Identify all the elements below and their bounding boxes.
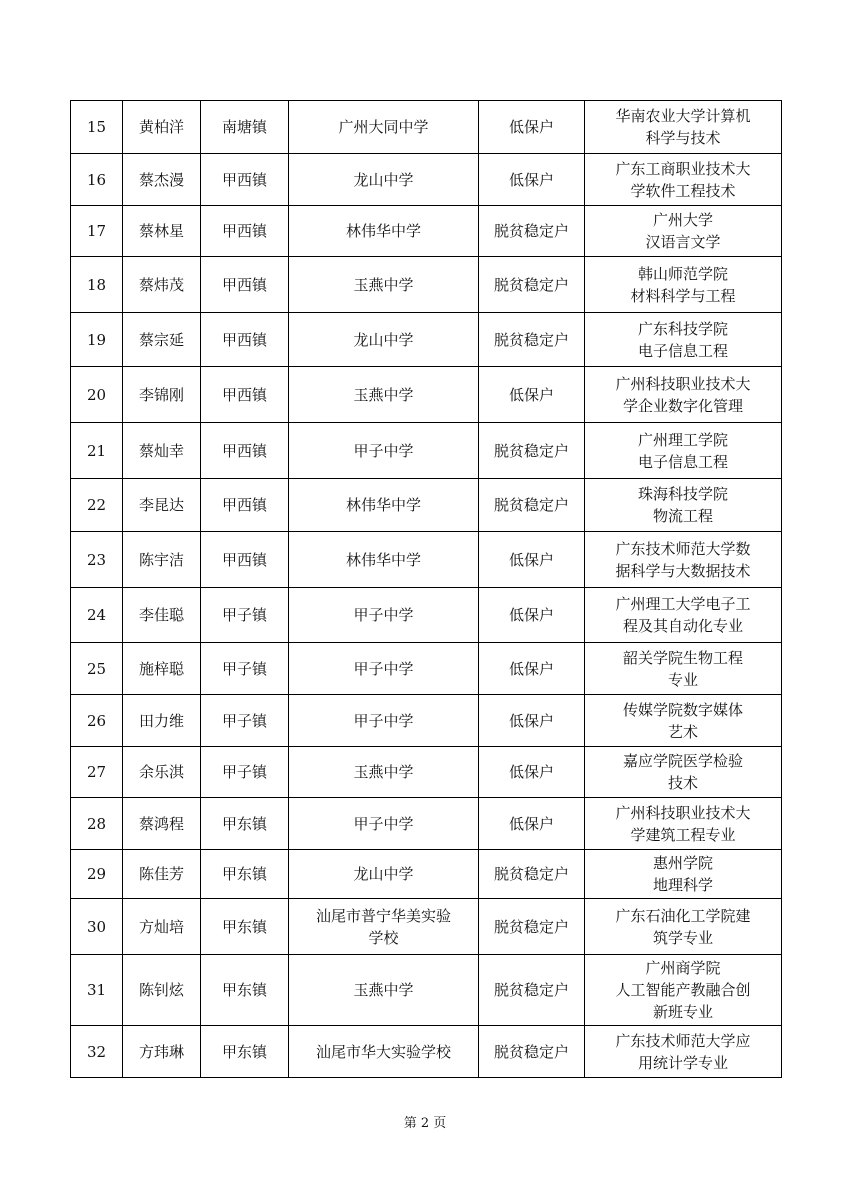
school-cell bbox=[289, 101, 479, 154]
row-number-cell: 20 bbox=[71, 367, 123, 423]
table-row bbox=[71, 747, 782, 798]
row-number-cell: 24 bbox=[71, 588, 123, 643]
student-name-cell: 方灿培 bbox=[123, 899, 201, 955]
town-cell: 甲东镇 bbox=[201, 850, 289, 899]
admission-line: 专业 bbox=[667, 670, 698, 689]
table-row bbox=[71, 955, 782, 1026]
school-cell bbox=[289, 423, 479, 479]
town-cell: 甲东镇 bbox=[201, 1026, 289, 1078]
admission-line: 学建筑工程专业 bbox=[630, 825, 736, 844]
admission-cell bbox=[585, 154, 782, 206]
admission-line: 用统计学专业 bbox=[637, 1053, 728, 1072]
table-row bbox=[71, 367, 782, 423]
household-status-cell: 低保户 bbox=[479, 643, 585, 695]
table-row bbox=[71, 154, 782, 206]
school-cell bbox=[289, 367, 479, 423]
student-name-cell: 蔡灿幸 bbox=[123, 423, 201, 479]
admission-line: 广州大学 bbox=[652, 211, 713, 229]
admission-line: 韩山师范学院 bbox=[637, 264, 728, 283]
admission-line: 广东石油化工学院建 bbox=[615, 906, 751, 925]
student-name-cell: 蔡宗延 bbox=[123, 313, 201, 367]
student-name-cell: 蔡炜茂 bbox=[123, 257, 201, 313]
student-name-cell: 李昆达 bbox=[123, 479, 201, 532]
admission-cell bbox=[585, 695, 782, 747]
household-status-cell: 脱贫稳定户 bbox=[479, 955, 585, 1026]
row-number-cell: 19 bbox=[71, 313, 123, 367]
household-status-cell: 脱贫稳定户 bbox=[479, 479, 585, 532]
household-status-cell: 脱贫稳定户 bbox=[479, 313, 585, 367]
household-status-cell: 脱贫稳定户 bbox=[479, 899, 585, 955]
row-number-cell: 18 bbox=[71, 257, 123, 313]
town-cell: 甲西镇 bbox=[201, 154, 289, 206]
row-number-cell: 17 bbox=[71, 206, 123, 257]
row-number-cell: 21 bbox=[71, 423, 123, 479]
town-cell: 甲东镇 bbox=[201, 955, 289, 1026]
town-cell: 甲子镇 bbox=[201, 695, 289, 747]
admission-line: 电子信息工程 bbox=[637, 452, 728, 471]
page-number: 第 2 页 bbox=[403, 1116, 447, 1131]
household-status-cell: 低保户 bbox=[479, 367, 585, 423]
student-roster-table bbox=[70, 100, 782, 1078]
admission-line: 广东工商职业技术大 bbox=[615, 159, 751, 178]
student-name-cell: 李佳聪 bbox=[123, 588, 201, 643]
admission-cell bbox=[585, 899, 782, 955]
row-number-cell: 30 bbox=[71, 899, 123, 955]
table-row bbox=[71, 532, 782, 588]
admission-line: 广州科技职业技术大 bbox=[615, 374, 751, 393]
table-row bbox=[71, 798, 782, 850]
student-name-cell: 蔡林星 bbox=[123, 206, 201, 257]
admission-line: 学软件工程技术 bbox=[630, 181, 736, 200]
school-cell bbox=[289, 532, 479, 588]
admission-cell bbox=[585, 423, 782, 479]
row-number-cell: 15 bbox=[71, 101, 123, 154]
table-row bbox=[71, 588, 782, 643]
admission-cell bbox=[585, 367, 782, 423]
household-status-cell: 脱贫稳定户 bbox=[479, 257, 585, 313]
town-cell: 甲子镇 bbox=[201, 747, 289, 798]
school-cell bbox=[289, 747, 479, 798]
school-line: 玉燕中学 bbox=[353, 981, 414, 999]
admission-line: 广州理工大学电子工 bbox=[615, 595, 751, 613]
admission-cell bbox=[585, 479, 782, 532]
table-row bbox=[71, 695, 782, 747]
school-cell bbox=[289, 643, 479, 695]
table-row bbox=[71, 257, 782, 313]
town-cell: 甲西镇 bbox=[201, 532, 289, 588]
admission-line: 地理科学 bbox=[652, 876, 713, 894]
household-status-cell: 低保户 bbox=[479, 747, 585, 798]
school-line: 汕尾市普宁华美实验 bbox=[315, 906, 451, 925]
school-line: 广州大同中学 bbox=[338, 118, 429, 136]
school-line: 龙山中学 bbox=[353, 330, 414, 349]
town-cell: 甲子镇 bbox=[201, 643, 289, 695]
school-cell bbox=[289, 479, 479, 532]
row-number-cell: 22 bbox=[71, 479, 123, 532]
school-cell bbox=[289, 588, 479, 643]
town-cell: 南塘镇 bbox=[201, 101, 289, 154]
admission-line: 韶关学院生物工程 bbox=[622, 648, 743, 667]
admission-line: 传媒学院数字媒体 bbox=[622, 700, 743, 719]
school-line: 林伟华中学 bbox=[345, 222, 421, 240]
admission-line: 材料科学与工程 bbox=[630, 286, 736, 305]
school-line: 玉燕中学 bbox=[353, 763, 414, 781]
admission-line: 华南农业大学计算机 bbox=[615, 107, 751, 125]
school-line: 龙山中学 bbox=[353, 170, 414, 189]
town-cell: 甲西镇 bbox=[201, 479, 289, 532]
school-cell bbox=[289, 154, 479, 206]
student-name-cell: 方玮琳 bbox=[123, 1026, 201, 1078]
student-name-cell: 余乐淇 bbox=[123, 747, 201, 798]
table-row bbox=[71, 850, 782, 899]
table-row bbox=[71, 479, 782, 532]
row-number-cell: 28 bbox=[71, 798, 123, 850]
row-number-cell: 27 bbox=[71, 747, 123, 798]
admission-line: 汉语言文学 bbox=[645, 233, 721, 251]
admission-line: 广东技术师范大学应 bbox=[615, 1031, 751, 1050]
student-name-cell: 施梓聪 bbox=[123, 643, 201, 695]
school-cell bbox=[289, 899, 479, 955]
table-row bbox=[71, 1026, 782, 1078]
admission-line: 物流工程 bbox=[652, 507, 713, 525]
admission-line: 嘉应学院医学检验 bbox=[622, 752, 743, 770]
school-line: 汕尾市华大实验学校 bbox=[315, 1042, 451, 1061]
admission-cell bbox=[585, 313, 782, 367]
admission-line: 广东技术师范大学数 bbox=[615, 539, 751, 558]
town-cell: 甲西镇 bbox=[201, 423, 289, 479]
row-number-cell: 26 bbox=[71, 695, 123, 747]
admission-line: 人工智能产教融合创 bbox=[615, 981, 751, 999]
admission-line: 程及其自动化专业 bbox=[622, 617, 743, 635]
admission-line: 艺术 bbox=[667, 722, 698, 741]
admission-cell bbox=[585, 257, 782, 313]
admission-cell bbox=[585, 798, 782, 850]
town-cell: 甲西镇 bbox=[201, 367, 289, 423]
town-cell: 甲东镇 bbox=[201, 899, 289, 955]
admission-line: 珠海科技学院 bbox=[637, 485, 728, 503]
school-cell bbox=[289, 1026, 479, 1078]
town-cell: 甲东镇 bbox=[201, 798, 289, 850]
table-row bbox=[71, 899, 782, 955]
table-row bbox=[71, 313, 782, 367]
admission-cell bbox=[585, 643, 782, 695]
row-number-cell: 25 bbox=[71, 643, 123, 695]
school-line: 甲子中学 bbox=[353, 659, 414, 678]
admission-line: 新班专业 bbox=[652, 1003, 713, 1021]
admission-cell bbox=[585, 532, 782, 588]
student-name-cell: 李锦刚 bbox=[123, 367, 201, 423]
town-cell: 甲西镇 bbox=[201, 313, 289, 367]
school-line: 学校 bbox=[368, 928, 399, 947]
roster-body bbox=[71, 101, 782, 1078]
row-number-cell: 32 bbox=[71, 1026, 123, 1078]
admission-cell bbox=[585, 588, 782, 643]
table-row bbox=[71, 101, 782, 154]
household-status-cell: 脱贫稳定户 bbox=[479, 423, 585, 479]
admission-line: 筑学专业 bbox=[652, 928, 713, 947]
row-number-cell: 16 bbox=[71, 154, 123, 206]
student-name-cell: 陈钊炫 bbox=[123, 955, 201, 1026]
school-line: 玉燕中学 bbox=[353, 275, 414, 294]
admission-cell bbox=[585, 101, 782, 154]
admission-cell bbox=[585, 747, 782, 798]
school-line: 龙山中学 bbox=[353, 865, 414, 883]
student-name-cell: 田力维 bbox=[123, 695, 201, 747]
town-cell: 甲西镇 bbox=[201, 257, 289, 313]
school-line: 林伟华中学 bbox=[345, 496, 421, 514]
student-name-cell: 蔡鸿程 bbox=[123, 798, 201, 850]
table-row bbox=[71, 423, 782, 479]
school-cell bbox=[289, 257, 479, 313]
row-number-cell: 29 bbox=[71, 850, 123, 899]
school-line: 甲子中学 bbox=[353, 441, 414, 460]
household-status-cell: 脱贫稳定户 bbox=[479, 850, 585, 899]
admission-line: 电子信息工程 bbox=[637, 341, 728, 360]
admission-line: 学企业数字化管理 bbox=[622, 396, 743, 415]
row-number-cell: 23 bbox=[71, 532, 123, 588]
school-cell bbox=[289, 850, 479, 899]
admission-line: 广州商学院 bbox=[645, 959, 721, 977]
household-status-cell: 低保户 bbox=[479, 798, 585, 850]
admission-line: 广州理工学院 bbox=[637, 430, 728, 449]
school-cell bbox=[289, 695, 479, 747]
admission-cell bbox=[585, 206, 782, 257]
school-cell bbox=[289, 955, 479, 1026]
admission-line: 广州科技职业技术大 bbox=[615, 803, 751, 822]
school-line: 玉燕中学 bbox=[353, 385, 414, 404]
admission-line: 惠州学院 bbox=[652, 854, 713, 872]
household-status-cell: 低保户 bbox=[479, 695, 585, 747]
school-line: 林伟华中学 bbox=[345, 550, 421, 569]
school-line: 甲子中学 bbox=[353, 711, 414, 730]
household-status-cell: 脱贫稳定户 bbox=[479, 1026, 585, 1078]
admission-line: 科学与技术 bbox=[645, 129, 721, 147]
household-status-cell: 低保户 bbox=[479, 101, 585, 154]
school-line: 甲子中学 bbox=[353, 606, 414, 624]
admission-cell bbox=[585, 1026, 782, 1078]
student-name-cell: 陈宇洁 bbox=[123, 532, 201, 588]
town-cell: 甲子镇 bbox=[201, 588, 289, 643]
school-cell bbox=[289, 206, 479, 257]
household-status-cell: 低保户 bbox=[479, 588, 585, 643]
row-number-cell: 31 bbox=[71, 955, 123, 1026]
admission-line: 据科学与大数据技术 bbox=[615, 561, 751, 580]
household-status-cell: 低保户 bbox=[479, 532, 585, 588]
admission-line: 技术 bbox=[667, 774, 698, 792]
table-row bbox=[71, 643, 782, 695]
table-row bbox=[71, 206, 782, 257]
school-cell bbox=[289, 798, 479, 850]
town-cell: 甲西镇 bbox=[201, 206, 289, 257]
student-name-cell: 蔡杰漫 bbox=[123, 154, 201, 206]
admission-line: 广东科技学院 bbox=[637, 319, 728, 338]
school-cell bbox=[289, 313, 479, 367]
household-status-cell: 脱贫稳定户 bbox=[479, 206, 585, 257]
school-line: 甲子中学 bbox=[353, 814, 414, 833]
household-status-cell: 低保户 bbox=[479, 154, 585, 206]
admission-cell bbox=[585, 955, 782, 1026]
admission-cell bbox=[585, 850, 782, 899]
student-name-cell: 黄柏洋 bbox=[123, 101, 201, 154]
student-name-cell: 陈佳芳 bbox=[123, 850, 201, 899]
